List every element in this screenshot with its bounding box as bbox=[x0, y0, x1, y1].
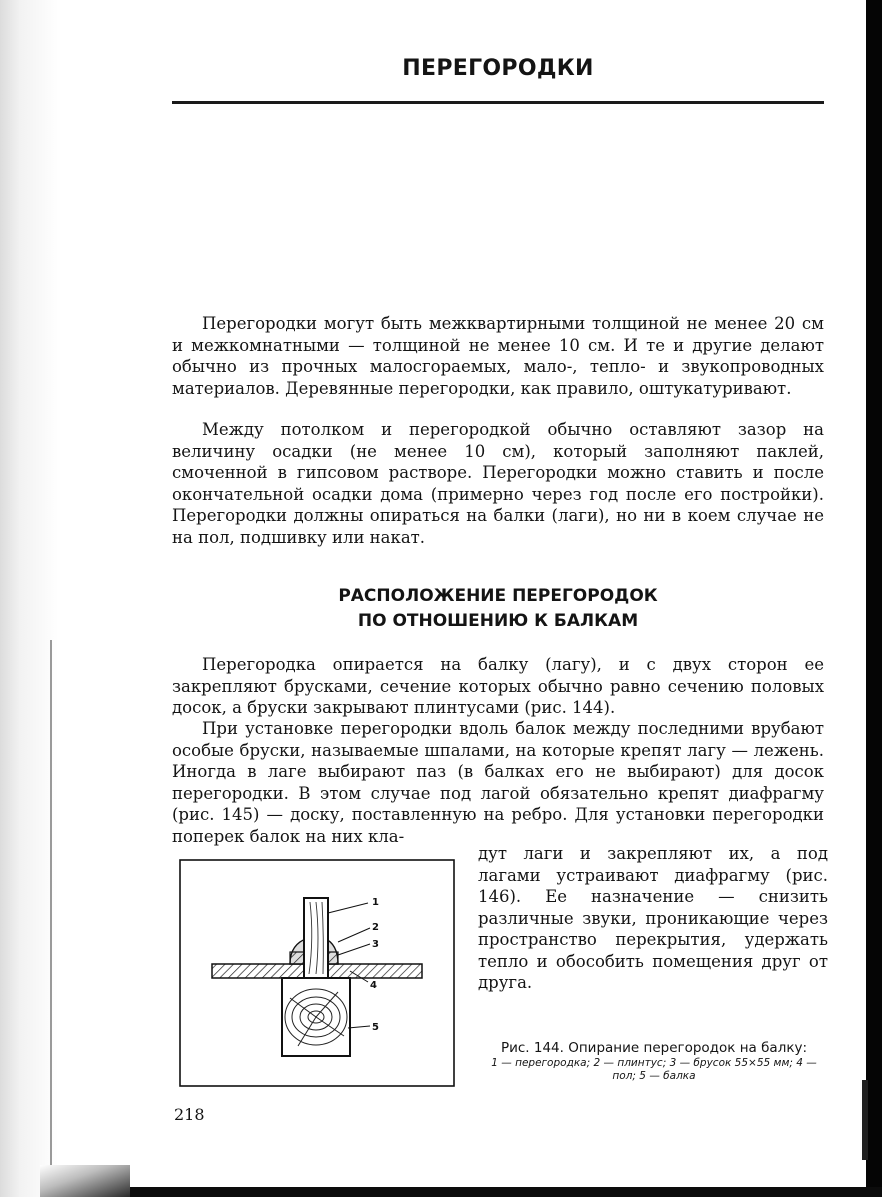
caption-title: Рис. 144. Опирание перегородок на балку: bbox=[500, 1040, 808, 1056]
paragraph-partition-types: Перегородки могут быть межквартирными толщиной не менее 20 см и межкомнатными — толщиной не менее 10 см. И те и другие делают обычно из прочных малосгораемых, мало-, тепло- и звукопроводных материалов. Деревянные перегородки, как правило, оштукатуривают. bbox=[172, 314, 824, 398]
scan-shadow-bottom-left bbox=[40, 1165, 130, 1197]
section-heading bbox=[172, 584, 824, 634]
figure-caption bbox=[478, 1040, 830, 1083]
label-5: 5 bbox=[372, 1022, 379, 1033]
scan-shadow-bottom bbox=[120, 1187, 882, 1197]
label-4: 4 bbox=[370, 980, 377, 991]
header-rule bbox=[172, 101, 824, 104]
scan-shadow-right bbox=[866, 0, 882, 1197]
section-heading-line-2: ПО ОТНОШЕНИЮ К БАЛКАМ bbox=[357, 611, 639, 631]
partition-board bbox=[304, 898, 328, 978]
caption-legend: 1 — перегородка; 2 — плинтус; 3 — брусок 55×55 мм; 4 — пол; 5 — балка bbox=[491, 1057, 817, 1082]
partition-beam-diagram bbox=[178, 858, 456, 1088]
section-heading-line-1: РАСПОЛОЖЕНИЕ ПЕРЕГОРОДОК bbox=[338, 586, 658, 606]
scan-edge-line bbox=[50, 640, 52, 1197]
paragraph-installation: При установке перегородки вдоль балок между последними врубают особые бруски, называемые шпалами, на которые крепят лагу — лежень. Иногда в лаге выбирают паз (в балках его не выбирают) для досок перегородки. В этом случае под лагой обязательно крепят диафрагму (рис. 145) — доску, поставленную на ребро. Для установки перегородки поперек балок на них кла- bbox=[172, 719, 824, 846]
label-1: 1 bbox=[372, 897, 379, 908]
paragraph-beam-support: Перегородка опирается на балку (лагу), и с двух сторон ее закрепляют брусками, сечение которых обычно равно сечению половых досок, а бруски закрывают плинтусами (рис. 144). bbox=[172, 655, 824, 717]
scan-shadow-right-notch bbox=[862, 1080, 868, 1160]
page-number: 218 bbox=[174, 1105, 205, 1124]
figure-144 bbox=[178, 858, 456, 1088]
paragraph-ceiling-gap: Между потолком и перегородкой обычно оставляют зазор на величину осадки (не менее 10 см), который заполняют паклей, смоченной в гипсовом растворе. Перегородки можно ставить и после окончательной осадки дома (примерно через год после его постройки). Перегородки должны опираться на балки (лаги), но ни в коем случае не на пол, подшивку или накат. bbox=[172, 420, 824, 547]
paragraph-installation-continued: дут лаги и закрепляют их, а под лагами устраивают диафрагму (рис. 146). Ее назначение — снизить различные звуки, проникающие через пространство перекрытия, удержать тепло и обособить помещения друг от друга. bbox=[478, 844, 828, 992]
label-2: 2 bbox=[372, 922, 379, 933]
label-3: 3 bbox=[372, 939, 379, 950]
running-header: ПЕРЕГОРОДКИ bbox=[402, 56, 594, 81]
